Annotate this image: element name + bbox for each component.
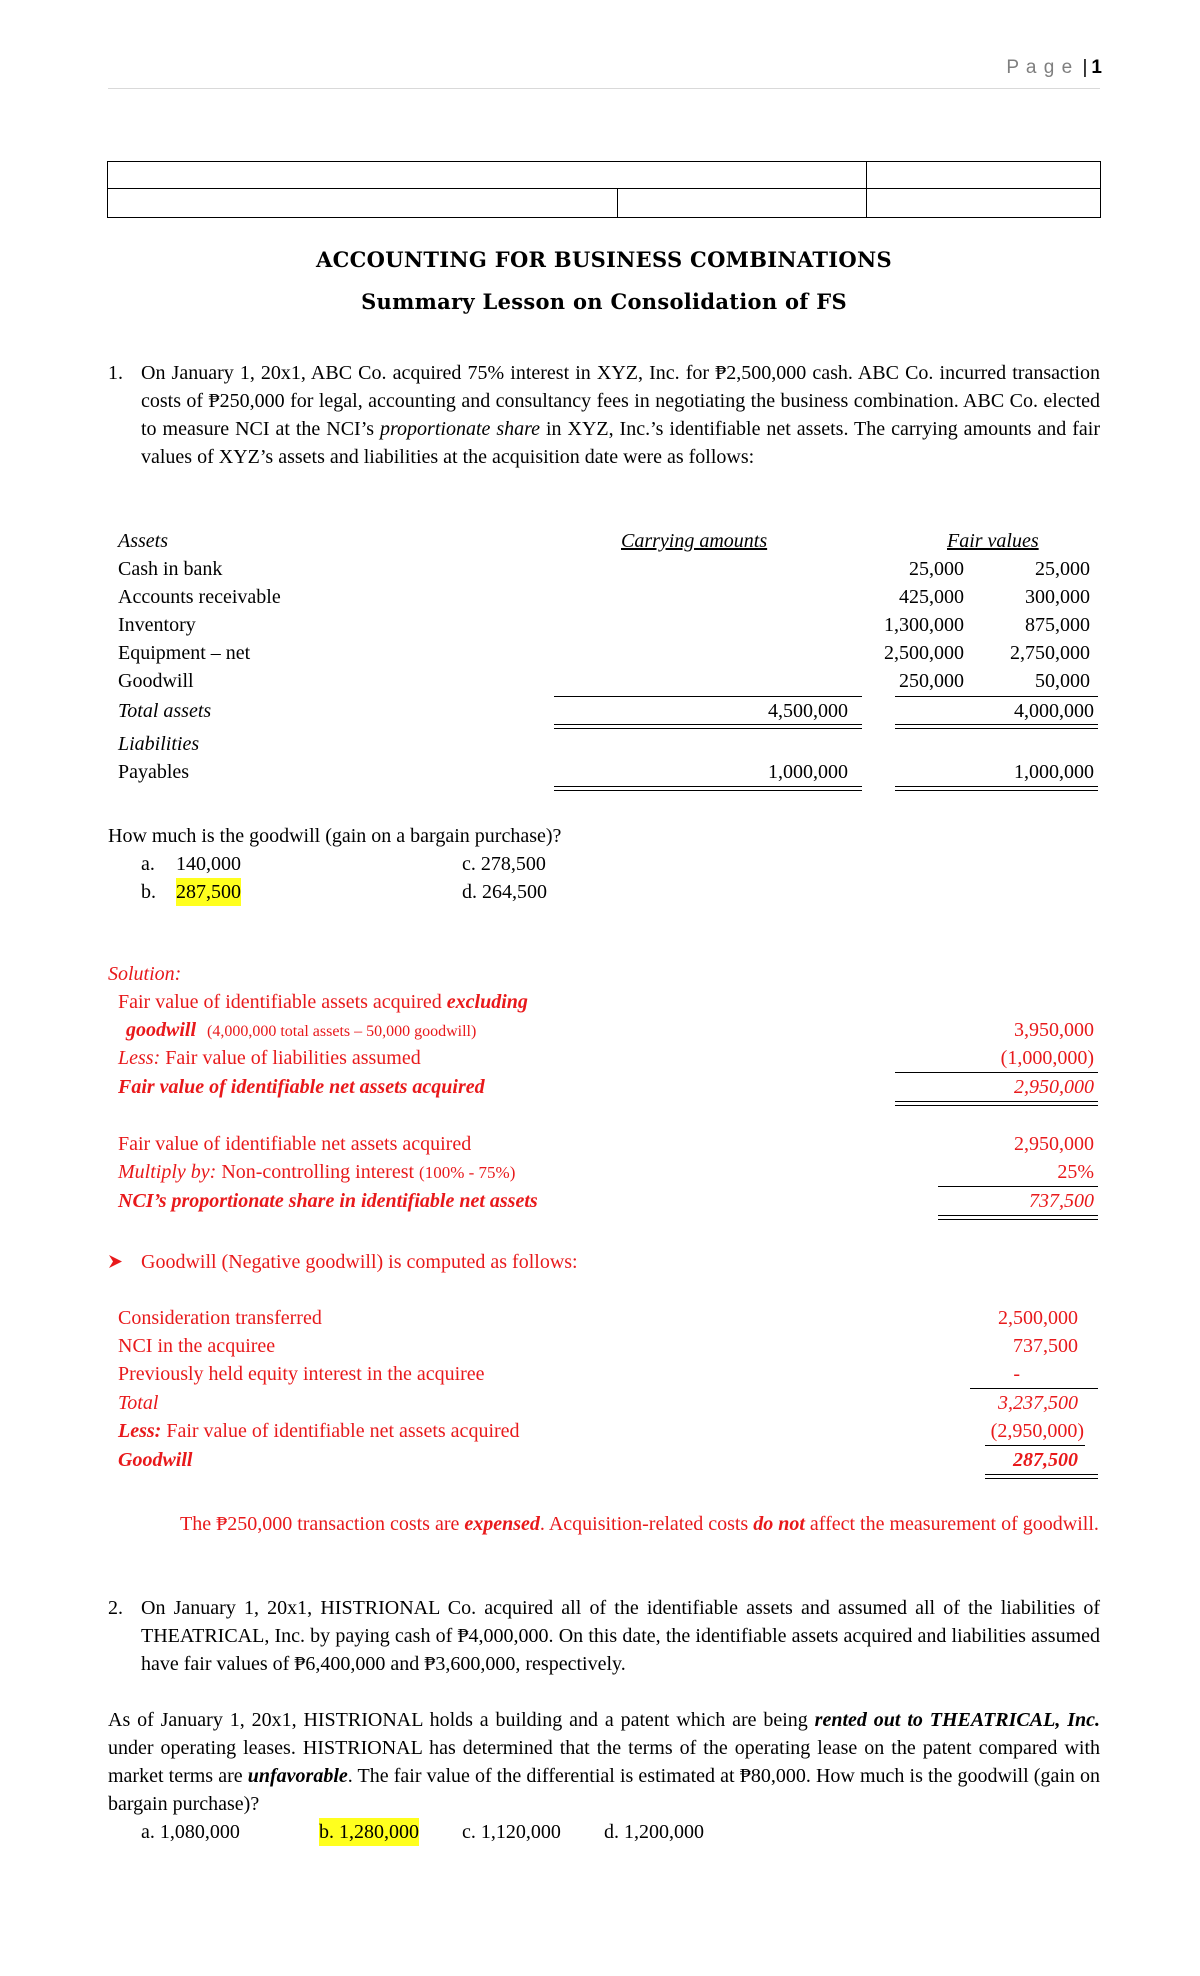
solution-m2-value: 25%	[1057, 1161, 1094, 1183]
page-number: 1	[1091, 57, 1102, 78]
solution-m2	[118, 1158, 515, 1187]
goodwill-row	[118, 1360, 1078, 1388]
q1-text	[141, 359, 1100, 471]
goodwill-less-value: (2,950,000)	[990, 1420, 1084, 1442]
goodwill-double-rule	[985, 1474, 1098, 1479]
solution-line-2b: (4,000,000 total assets – 50,000 goodwill)	[207, 1023, 477, 1040]
asset-row	[118, 583, 1094, 611]
total-assets-fair: 4,000,000	[1014, 700, 1094, 722]
asset-row	[118, 555, 1094, 583]
q1-choice-c: c. 278,500	[462, 853, 546, 875]
asset-fair: 2,750,000	[1010, 642, 1090, 664]
solution-line-1a: Fair value of identifiable assets acquired	[118, 991, 447, 1013]
note-a: The ₱250,000 transaction costs are	[180, 1513, 465, 1535]
solution-line-2-value: 3,950,000	[1014, 1019, 1094, 1041]
note-d: do not	[753, 1513, 805, 1535]
solution-m2-text: Non-controlling interest	[216, 1161, 420, 1183]
payables-double-rule-carrying	[554, 786, 862, 791]
info-box-divider-1	[866, 162, 867, 217]
asset-row	[118, 667, 1094, 695]
asset-carrying: 1,300,000	[884, 614, 964, 636]
asset-carrying: 2,500,000	[884, 642, 964, 664]
asset-fair: 25,000	[1035, 558, 1090, 580]
goodwill-total-label: Total	[118, 1392, 159, 1414]
solution-line-4: Fair value of identifiable net assets acquired	[118, 1076, 485, 1098]
goodwill-less-text: Fair value of identifiable net assets acquired	[161, 1420, 520, 1442]
q1-choice-a: 140,000	[176, 853, 241, 875]
goodwill-row	[118, 1304, 1078, 1332]
asset-label: Goodwill	[118, 670, 194, 692]
q2-p2a: As of January 1, 20x1, HISTRIONAL holds a building and a patent which are being	[108, 1709, 815, 1731]
page-header	[1006, 57, 1102, 79]
q2-text: On January 1, 20x1, HISTRIONAL Co. acquired all of the identifiable assets and assumed all of the liabilities of THEATRICAL, Inc. by paying cash of ₱4,000,000. On this date, the identifiable assets acquired and liabilities assumed have fair values of ₱6,400,000 and ₱3,600,000, respectively.	[141, 1597, 1100, 1675]
goodwill-label: Goodwill	[118, 1449, 193, 1471]
q1-question: How much is the goodwill (gain on a bargain purchase)?	[108, 825, 562, 847]
goodwill-row	[118, 1332, 1078, 1360]
solution-line-3-value: (1,000,000)	[1000, 1047, 1094, 1069]
q1-choice-d: d. 264,500	[462, 881, 547, 903]
solution-m2-small: (100% - 75%)	[419, 1163, 516, 1182]
q2-choice-b-answer: b. 1,280,000	[319, 1818, 419, 1846]
col-fair-values: Fair values	[947, 530, 1039, 552]
q1-text-b: in XYZ, Inc.’s identifiable net assets. The carrying amounts and fair values of XYZ’s assets and liabilities at the acquisition date were as follows:	[141, 418, 1100, 468]
q1-choice-a-letter: a.	[141, 853, 155, 875]
asset-fair: 875,000	[1025, 614, 1090, 636]
solution-heading: Solution:	[108, 963, 182, 985]
solution-line-2	[126, 1016, 476, 1046]
solution-line-3	[118, 1044, 421, 1072]
info-box-midline	[108, 188, 1100, 189]
solution-m1: Fair value of identifiable net assets acquired	[118, 1133, 472, 1155]
asset-carrying: 425,000	[899, 586, 964, 608]
goodwill-row-value: 2,500,000	[998, 1307, 1078, 1329]
q2-p2e: . The fair value of the differential is estimated at ₱80,000. How much is the goodwill (gain on bargain purchase)?	[108, 1765, 1101, 1815]
header-rule	[108, 88, 1100, 89]
q2-number: 2.	[108, 1597, 123, 1619]
liabilities-heading: Liabilities	[118, 733, 200, 755]
solution-double-rule-1	[895, 1101, 1098, 1106]
goodwill-row-label: NCI in the acquiree	[118, 1335, 276, 1357]
payables-double-rule-fair	[895, 786, 1098, 791]
solution-line-4-value: 2,950,000	[1014, 1076, 1094, 1098]
asset-row	[118, 639, 1094, 667]
payables-label: Payables	[118, 761, 190, 783]
note-e: affect the measurement of goodwill.	[804, 1513, 1099, 1535]
asset-fair: 300,000	[1025, 586, 1090, 608]
info-box-divider-2	[617, 188, 618, 217]
solution-m2-prefix: Multiply by:	[118, 1161, 217, 1183]
note-c: . Acquisition-related costs	[539, 1513, 754, 1535]
note-b: expensed	[464, 1513, 540, 1535]
q1-choice-b-letter: b.	[141, 881, 156, 903]
q2-p2c: under operating leases. HISTRIONAL has determined that the terms of the operating lease on the patent compared with market terms are	[108, 1737, 1100, 1787]
solution-m1-value: 2,950,000	[1014, 1133, 1094, 1155]
q2-paragraph-2	[108, 1706, 1100, 1818]
payables-carrying: 1,000,000	[768, 761, 848, 783]
solution-line-3-prefix: Less:	[118, 1047, 161, 1069]
goodwill-row-value: -	[1013, 1363, 1020, 1385]
goodwill-row-label: Previously held equity interest in the acquiree	[118, 1363, 485, 1385]
q1-text-a: On January 1, 20x1, ABC Co. acquired 75% interest in XYZ, Inc. for ₱2,500,000 cash. ABC Co. incurred transaction costs of ₱250,000 for legal, accounting and consultancy fees in negotiating the business combination. ABC Co. elected to measure NCI at the NCI’s	[141, 362, 1100, 440]
q1-text-italic: proportionate share	[380, 418, 541, 440]
asset-row	[118, 611, 1094, 639]
asset-label: Cash in bank	[118, 558, 223, 580]
asset-label: Inventory	[118, 614, 196, 636]
payables-fair: 1,000,000	[1014, 761, 1094, 783]
solution-line-1b: excluding	[446, 991, 528, 1013]
total-assets-double-rule-fair	[895, 724, 1098, 729]
total-assets-carrying: 4,500,000	[768, 700, 848, 722]
solution-line-3-text: Fair value of liabilities assumed	[160, 1047, 421, 1069]
solution-line-1	[118, 988, 528, 1016]
q2-p2b: rented out to THEATRICAL, Inc.	[814, 1709, 1100, 1731]
q2-choice-d: d. 1,200,000	[604, 1821, 704, 1843]
asset-label: Equipment – net	[118, 642, 251, 664]
solution-m3: NCI’s proportionate share in identifiable net assets	[118, 1190, 538, 1212]
solution-line-2a: goodwill	[126, 1019, 197, 1041]
solution-double-rule-2	[938, 1215, 1098, 1220]
col-carrying-amounts: Carrying amounts	[621, 530, 768, 552]
assets-heading: Assets	[118, 530, 168, 552]
total-assets-label: Total assets	[118, 700, 212, 722]
q2-choice-c: c. 1,120,000	[462, 1821, 561, 1843]
goodwill-row-value: 737,500	[1013, 1335, 1078, 1357]
total-assets-double-rule-carrying	[554, 724, 862, 729]
asset-label: Accounts receivable	[118, 586, 281, 608]
transaction-cost-note	[108, 1510, 1100, 1538]
arrow-bullet-icon	[108, 1254, 123, 1276]
asset-carrying: 250,000	[899, 670, 964, 692]
document-subtitle: Summary Lesson on Consolidation of FS	[361, 289, 847, 314]
goodwill-rows	[118, 1304, 1078, 1388]
solution-m3-value: 737,500	[1029, 1190, 1094, 1212]
asset-carrying: 25,000	[909, 558, 964, 580]
info-box	[107, 161, 1101, 218]
asset-fair: 50,000	[1035, 670, 1090, 692]
goodwill-bullet-text: Goodwill (Negative goodwill) is computed as follows:	[141, 1251, 578, 1273]
q1-choice-b-answer: 287,500	[176, 878, 241, 906]
q2-choice-a: a. 1,080,000	[141, 1821, 240, 1843]
goodwill-value: 287,500	[1013, 1449, 1078, 1471]
page-separator: |	[1082, 57, 1088, 78]
goodwill-less	[118, 1417, 520, 1445]
q1-number: 1.	[108, 362, 123, 384]
goodwill-row-label: Consideration transferred	[118, 1307, 322, 1329]
q2-p2d: unfavorable	[247, 1765, 348, 1787]
asset-rows	[118, 555, 1094, 695]
goodwill-total-value: 3,237,500	[998, 1392, 1078, 1414]
page-label: P a g e	[1006, 57, 1074, 78]
goodwill-less-prefix: Less:	[118, 1420, 162, 1442]
document-title: ACCOUNTING FOR BUSINESS COMBINATIONS	[316, 247, 892, 272]
